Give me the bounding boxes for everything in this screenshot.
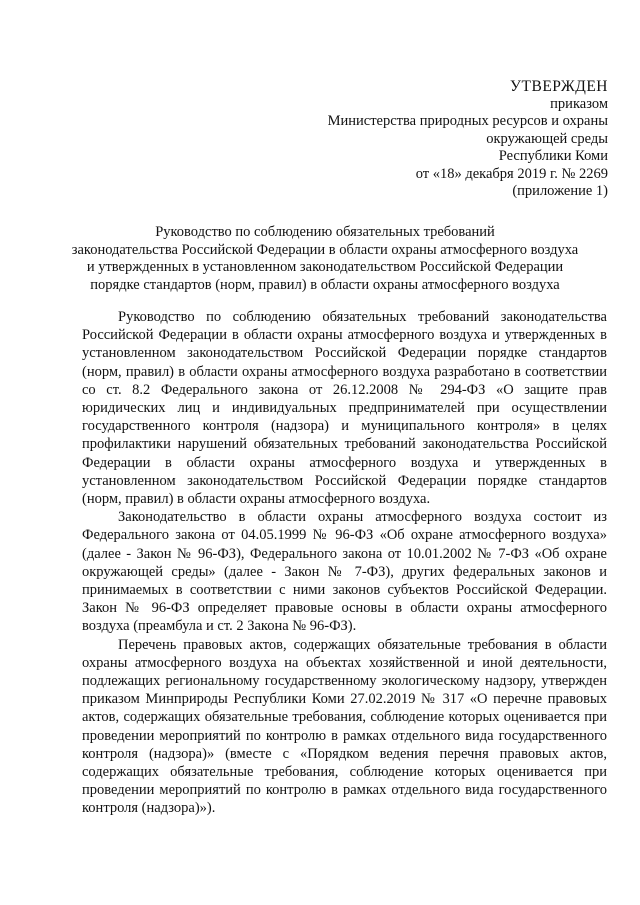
approval-line: окружающей среды — [486, 130, 608, 147]
approval-stamp — [288, 78, 608, 201]
title-line: Руководство по соблюдению обязательных требований — [155, 224, 495, 240]
approval-line: (приложение 1) — [512, 183, 608, 199]
approval-line: Республики Коми — [498, 148, 608, 164]
body-paragraph: Перечень правовых актов, содержащих обязательные требования в области охраны атмосферного воздуха на объектах хозяйственной и иной деятельности, подлежащих региональному государственному экологическому надзору, утвержден приказом Минприроды Республики Коми 27.02.2019 № 317 «О перечне правовых актов, содержащих обязательные требования, соблюдение которых оценивается при проведении мероприятий по контролю в рамках отдельного вида государственного контроля (надзора)» (вместе с «Порядком ведения перечня правовых актов, содержащих обязательные требования, соблюдение которых оценивается при проведении мероприятий по контролю в рамках отдельного вида государственного контроля (надзора)»). — [82, 636, 607, 817]
body-paragraph: Законодательство в области охраны атмосферного воздуха состоит из Федерального закона от 04.05.1999 № 96-ФЗ «Об охране атмосферного воздуха» (далее - Закон № 96-ФЗ), Федерального закона от 10.01.2002 № 7-ФЗ «Об охране окружающей среды» (далее - Закон № 7-ФЗ), других федеральных законов и принимаемых в соответствии с ними законов субъектов Российской Федерации. Закон № 96-ФЗ определяет правовые основы в области охраны атмосферного воздуха (преамбула и ст. 2 Закона № 96-ФЗ). — [82, 509, 607, 635]
approval-line: Министерства природных ресурсов и охраны — [327, 113, 608, 129]
approval-heading: УТВЕРЖДЕН — [510, 78, 608, 95]
body-paragraph: Руководство по соблюдению обязательных требований законодательства Российской Федерации в области охраны атмосферного воздуха и утвержденных в установленном законодательством Российской Федерации порядке стандартов (норм, правил) в области охраны атмосферного воздуха разработано в соответствии со ст. 8.2 Федерального закона от 26.12.2008 № 294-ФЗ «О защите прав юридических лиц и индивидуальных предпринимателей при осуществлении государственного контроля (надзора) и муниципального контроля» в целях профилактики нарушений обязательных требований законодательства Российской Федерации в области охраны атмосферного воздуха и утвержденных в установленном законодательством Российской Федерации порядке стандартов (норм, правил) в области охраны атмосферного воздуха. — [82, 309, 607, 508]
approval-line: от «18» декабря 2019 г. № 2269 — [415, 165, 608, 182]
title-line: порядке стандартов (норм, правил) в области охраны атмосферного воздуха — [90, 276, 560, 293]
title-line: законодательства Российской Федерации в области охраны атмосферного воздуха — [71, 241, 579, 258]
approval-line: приказом — [550, 95, 608, 112]
document-title — [70, 224, 580, 294]
title-line: и утвержденных в установленном законодательством Российской Федерации — [86, 259, 564, 275]
document-body — [82, 308, 607, 818]
